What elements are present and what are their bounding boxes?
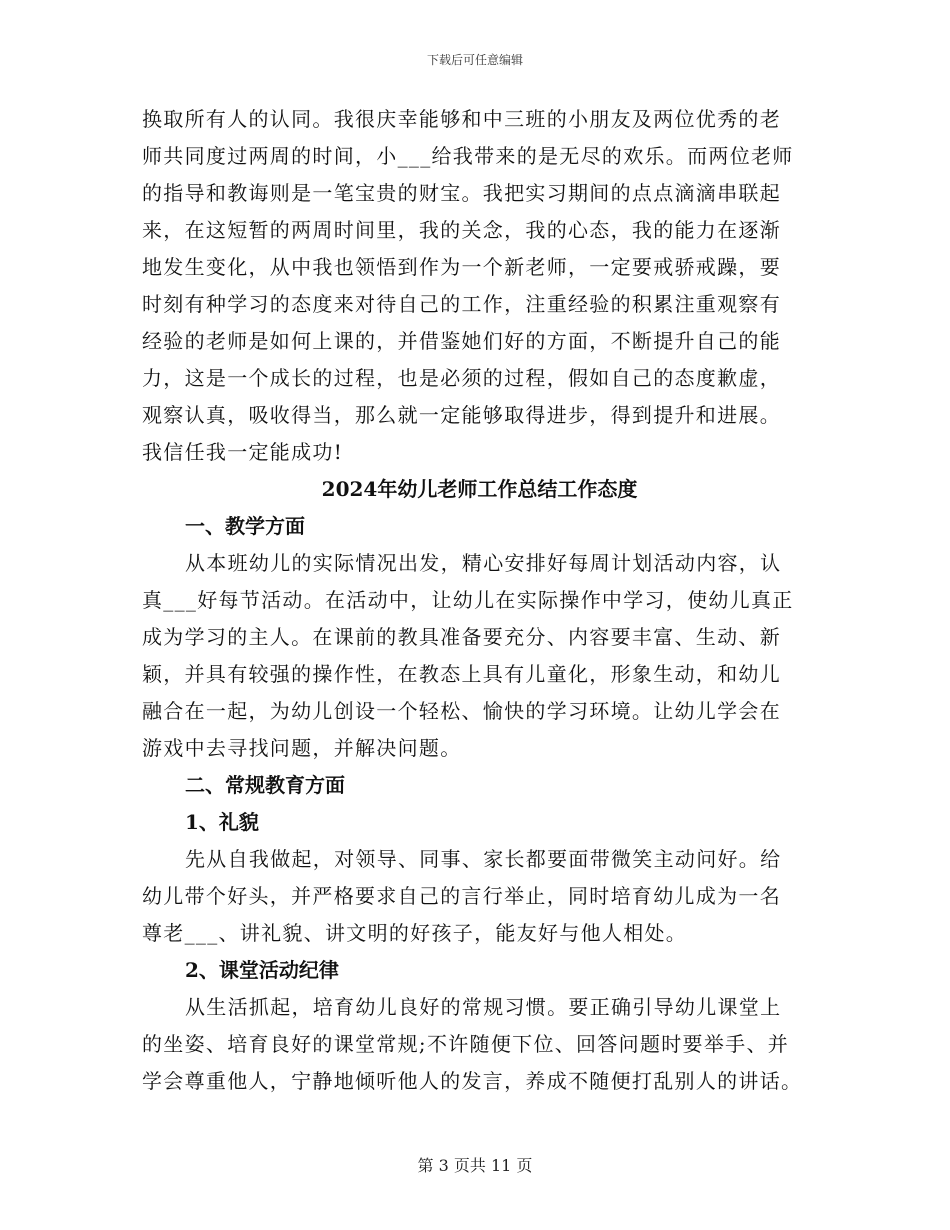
document-body: [142, 101, 817, 1100]
paragraph-manners: [142, 841, 817, 952]
page-header: 下载后可任意编辑: [426, 53, 523, 67]
text-line: 尊老___、讲礼貌、讲文明的好孩子，能友好与他人相处。: [142, 921, 688, 945]
text-line: 学会尊重他人，宁静地倾听他人的发言，养成不随便打乱别人的讲话。: [142, 1069, 803, 1093]
text-line: 我信任我一定能成功!: [142, 440, 344, 464]
text-line: 游戏中去寻找问题，并解决问题。: [142, 736, 462, 760]
subsection-heading-manners: 1、礼貌: [185, 810, 259, 834]
text-line: 时刻有种学习的态度来对待自己的工作，注重经验的积累注重观察有: [142, 292, 781, 316]
text-line: 经验的老师是如何上课的，并借鉴她们好的方面，不断提升自己的能: [142, 329, 781, 353]
text-line: 成为学习的主人。在课前的教具准备要充分、内容要丰富、生动、新: [142, 625, 781, 649]
text-line: 的坐姿、培育良好的课堂常规;不许随便下位、回答问题时要举手、并: [142, 1032, 790, 1056]
text-line: 力，这是一个成长的过程，也是必须的过程，假如自己的态度歉虚，: [142, 366, 781, 390]
paragraph-discipline: [142, 989, 817, 1100]
text-line: 融合在一起，为幼儿创设一个轻松、愉快的学习环境。让幼儿学会在: [142, 699, 781, 723]
text-line: 地发生变化，从中我也领悟到作为一个新老师，一定要戒骄戒躁，要: [142, 255, 781, 279]
text-line: 先从自我做起，对领导、同事、家长都要面带微笑主动问好。给: [185, 847, 782, 871]
paragraph-continuation: [142, 101, 817, 471]
text-line: 从本班幼儿的实际情况出发，精心安排好每周计划活动内容，认: [185, 551, 782, 575]
text-line: 从生活抓起，培育幼儿良好的常规习惯。要正确引导幼儿课堂上: [185, 995, 782, 1019]
text-line: 来，在这短暂的两周时间里，我的关念，我的心态，我的能力在逐渐: [142, 218, 781, 242]
document-title: 2024年幼儿老师工作总结工作态度: [321, 477, 638, 501]
text-line: 幼儿带个好头，并严格要求自己的言行举止，同时培育幼儿成为一名: [142, 884, 781, 908]
text-line: 真___好每节活动。在活动中，让幼儿在实际操作中学习，使幼儿真正: [142, 588, 794, 612]
text-line: 观察认真，吸收得当，那么就一定能够取得进步，得到提升和进展。: [142, 403, 781, 427]
text-line: 换取所有人的认同。我很庆幸能够和中三班的小朋友及两位优秀的老: [142, 107, 781, 131]
section-heading-teaching: 一、教学方面: [185, 514, 305, 538]
section-heading-routine: 二、常规教育方面: [185, 773, 345, 797]
paragraph-teaching: [142, 545, 817, 767]
subsection-heading-discipline: 2、课堂活动纪律: [185, 958, 339, 982]
text-line: 颖，并具有较强的操作性，在教态上具有儿童化，形象生动，和幼儿: [142, 662, 781, 686]
text-line: 的指导和教诲则是一笔宝贵的财宝。我把实习期间的点点滴滴串联起: [142, 181, 781, 205]
text-line: 师共同度过两周的时间，小___给我带来的是无尽的欢乐。而两位老师: [142, 144, 794, 168]
page-number: 第 3 页共 11 页: [417, 1156, 533, 1175]
